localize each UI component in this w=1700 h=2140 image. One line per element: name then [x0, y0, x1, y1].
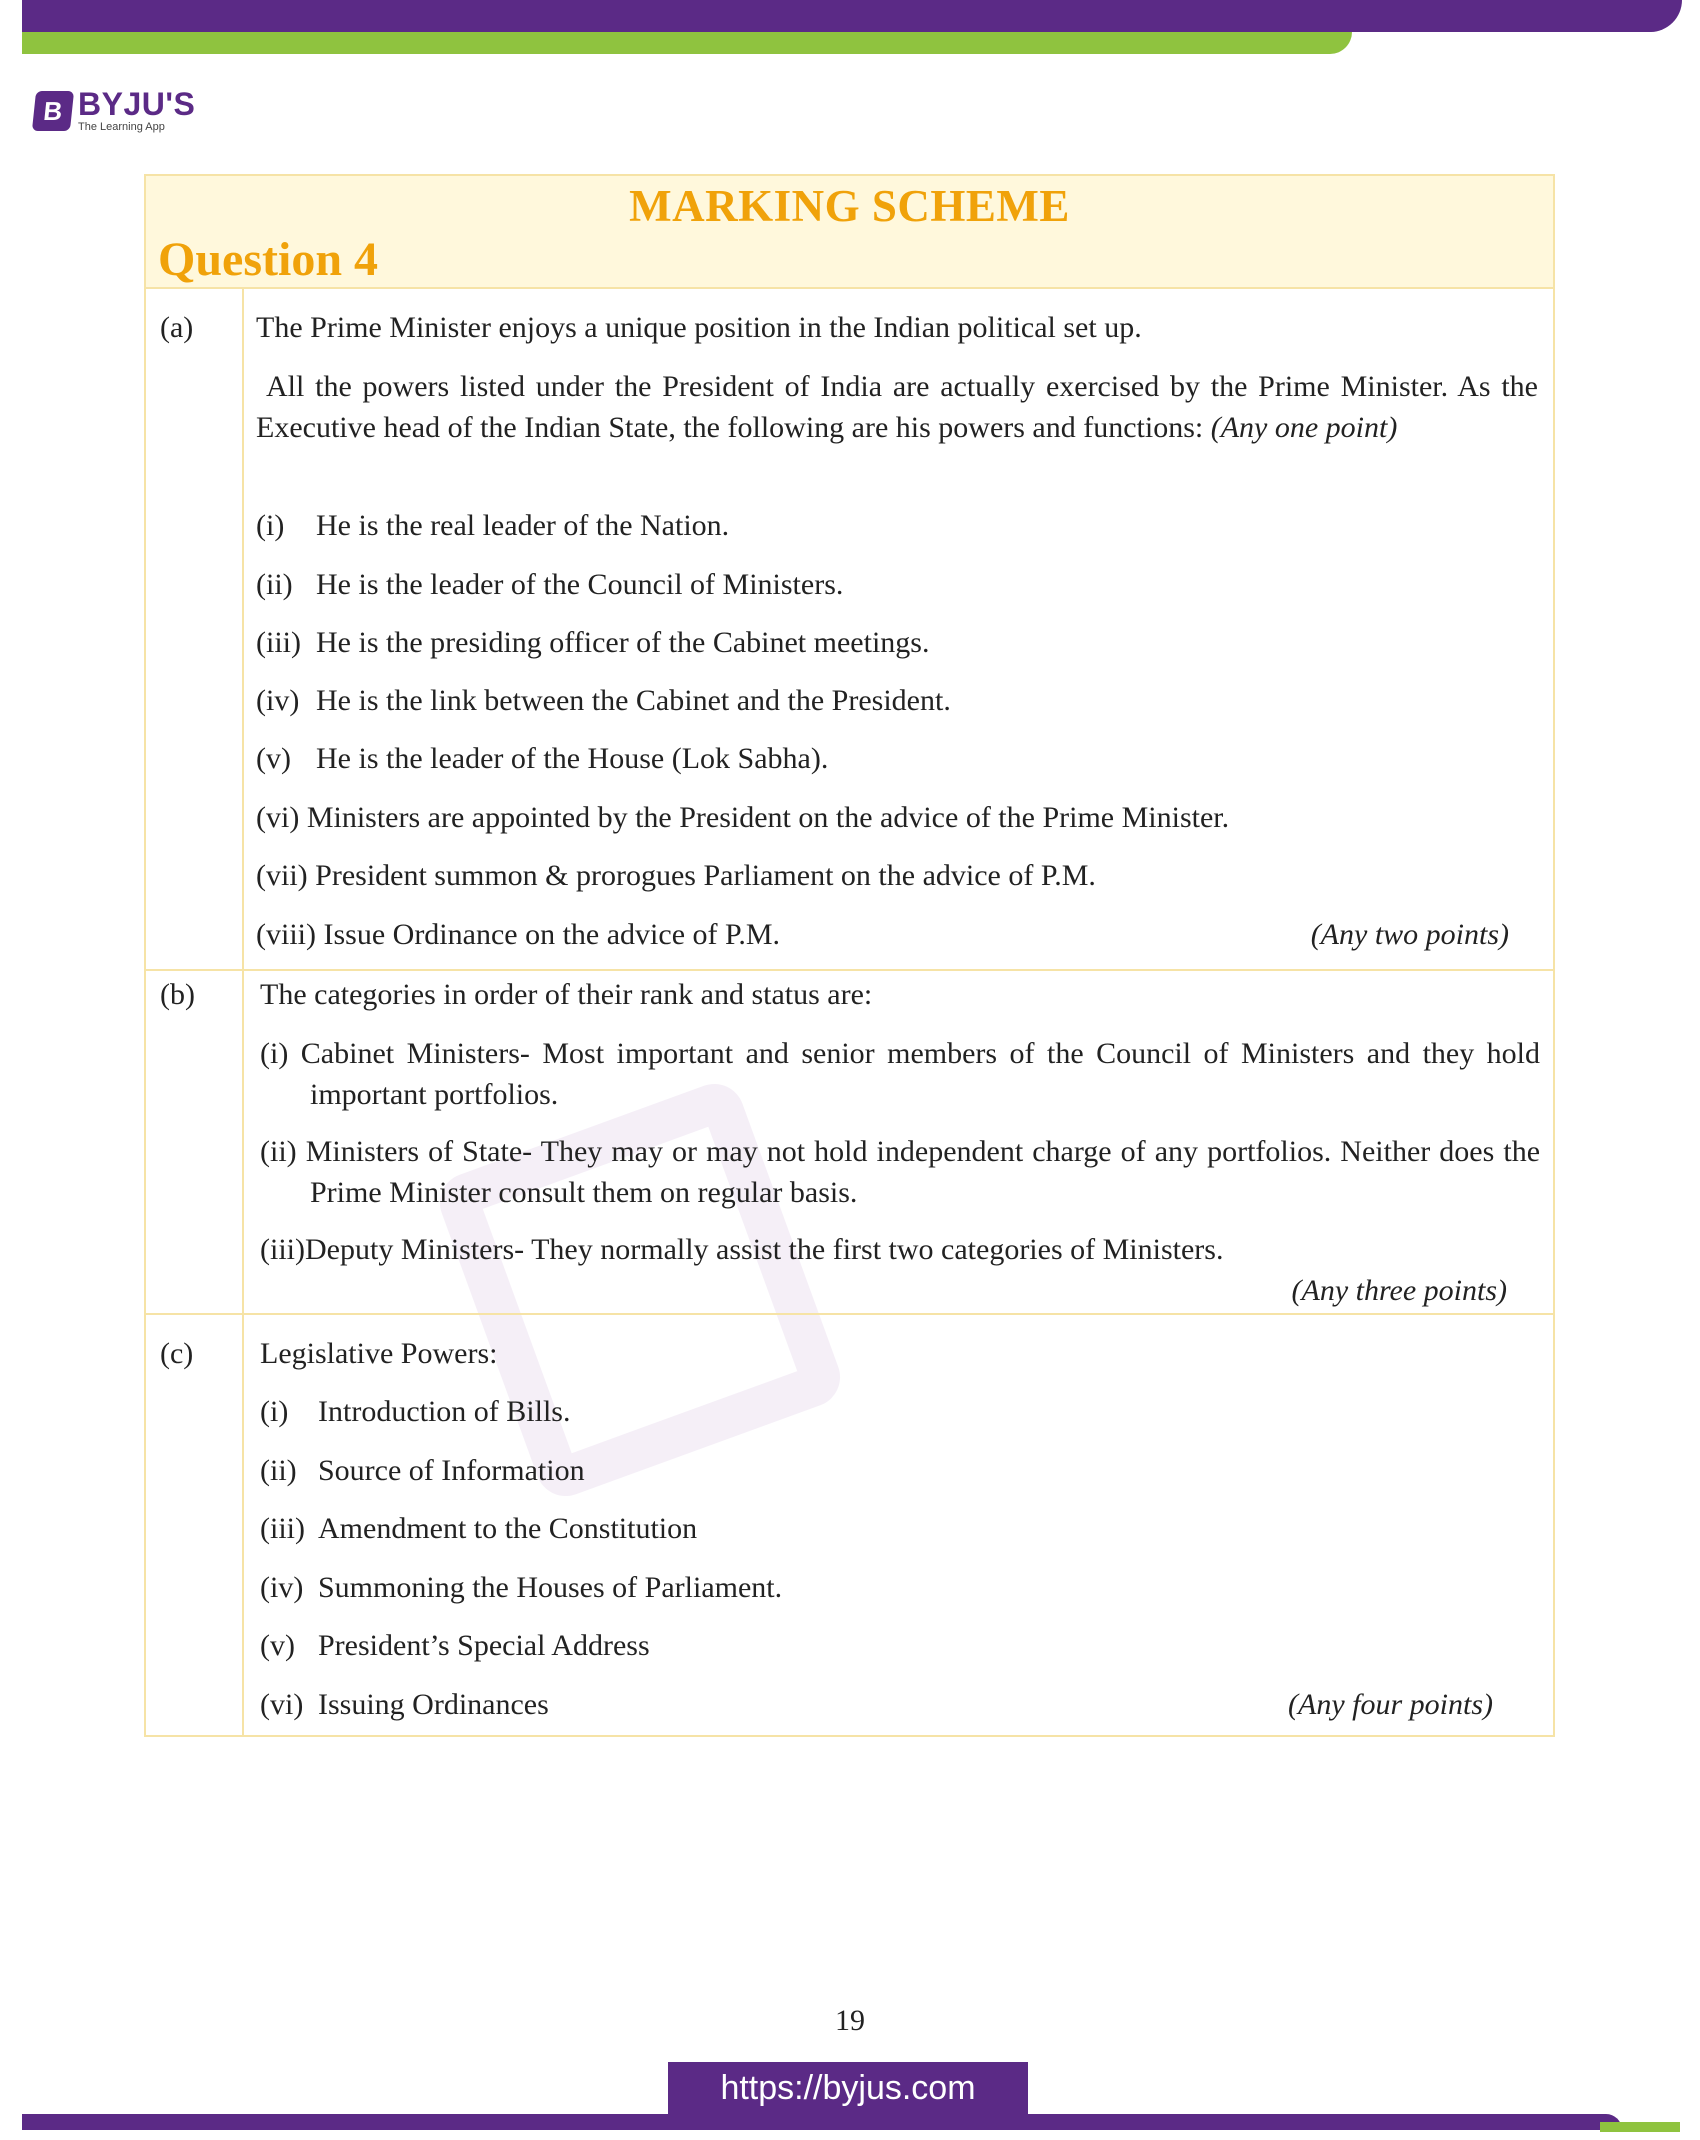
item-num: (viii)	[256, 918, 316, 951]
item-num: (ii)	[260, 1454, 297, 1487]
list-item-text: He is the leader of the House (Lok Sabha).	[316, 742, 829, 775]
item-num: (i)	[256, 509, 285, 542]
item-num: (ii)	[260, 1135, 297, 1168]
item-num: (iv)	[256, 684, 300, 717]
list-item	[260, 1131, 1540, 1213]
row-divider-a-b	[146, 969, 1553, 971]
item-num: (iii)	[256, 626, 301, 659]
part-a-label: (a)	[160, 311, 194, 344]
item-num: (v)	[260, 1629, 295, 1662]
part-a-paragraph	[256, 366, 1538, 448]
part-a-intro: The Prime Minister enjoys a unique position in the Indian political set up.	[256, 311, 1142, 344]
part-a-paragraph-text: All the powers listed under the President of India are actually exercised by the Prime Minister. As the Executive head of the Indian State, the following are his powers and functions:	[256, 370, 1538, 444]
list-item-text: Issue Ordinance on the advice of P.M.	[323, 918, 781, 951]
item-num: (vi)	[256, 801, 300, 834]
list-item-text: Introduction of Bills.	[318, 1395, 571, 1428]
item-num: (i)	[260, 1037, 289, 1070]
part-a-note: (Any one point)	[1210, 411, 1398, 444]
list-item-text: He is the real leader of the Nation.	[316, 509, 730, 542]
list-item	[260, 1033, 1540, 1115]
marking-scheme-title: MARKING SCHEME	[629, 181, 1070, 231]
item-num: (iii)	[260, 1512, 305, 1545]
list-item-text: Deputy Ministers- They normally assist the first two categories of Ministers.	[305, 1233, 1224, 1266]
list-item-text: Amendment to the Constitution	[318, 1512, 698, 1545]
bottom-green-accent	[1600, 2122, 1680, 2132]
list-item	[260, 1230, 1223, 1270]
part-c-intro: Legislative Powers:	[260, 1337, 498, 1370]
list-item-text: Issuing Ordinances	[318, 1688, 549, 1721]
list-item	[256, 506, 284, 546]
list-item-text: President summon & prorogues Parliament on the advice of P.M.	[315, 859, 1096, 892]
logo-tagline: The Learning App	[78, 121, 165, 133]
table-header	[146, 176, 1553, 289]
page-number: 19	[835, 2004, 865, 2037]
list-item-text: He is the presiding officer of the Cabinet meetings.	[316, 626, 930, 659]
part-b-marks: (Any three points)	[1291, 1274, 1507, 1307]
part-b-label: (b)	[160, 978, 195, 1011]
list-item-text: Summoning the Houses of Parliament.	[318, 1571, 783, 1604]
item-num: (iii)	[260, 1233, 305, 1266]
top-green-band	[22, 32, 1352, 54]
item-num: (iv)	[260, 1571, 304, 1604]
item-num: (v)	[256, 742, 291, 775]
top-purple-band	[22, 0, 1682, 32]
item-num: (vi)	[260, 1688, 304, 1721]
list-item-text: He is the leader of the Council of Ministers.	[316, 568, 844, 601]
item-num: (i)	[260, 1395, 289, 1428]
list-item	[256, 798, 1229, 838]
list-item-text: Ministers are appointed by the President on the advice of the Prime Minister.	[306, 801, 1230, 834]
item-num: (vii)	[256, 859, 308, 892]
marking-scheme-table	[144, 174, 1555, 1737]
list-item-text: Source of Information	[318, 1454, 585, 1487]
byjus-url-link[interactable]: https://byjus.com	[668, 2062, 1028, 2114]
row-divider-b-c	[146, 1313, 1553, 1315]
list-item-text: Cabinet Ministers- Most important and senior members of the Council of Ministers and they hold important portfolios.	[300, 1037, 1541, 1111]
part-b-intro: The categories in order of their rank and status are:	[260, 978, 873, 1011]
logo-name: BYJU'S	[78, 86, 196, 122]
list-item-text: Ministers of State- They may or may not hold independent charge of any portfolios. Neither does the Prime Minister consult them on regular basis.	[305, 1135, 1541, 1209]
list-item-text: President’s Special Address	[318, 1629, 650, 1662]
part-c-label: (c)	[160, 1337, 194, 1370]
list-item-text: He is the link between the Cabinet and the President.	[316, 684, 951, 717]
part-a-marks: (Any two points)	[1310, 918, 1509, 951]
logo-b-icon: B	[32, 91, 74, 131]
list-item	[256, 856, 1096, 896]
bottom-purple-band	[22, 2114, 1622, 2130]
byjus-logo[interactable]	[34, 88, 195, 133]
item-num: (ii)	[256, 568, 293, 601]
list-item	[256, 915, 780, 955]
column-divider	[242, 287, 244, 1737]
part-c-marks: (Any four points)	[1288, 1688, 1493, 1721]
question-title: Question 4	[158, 233, 379, 286]
